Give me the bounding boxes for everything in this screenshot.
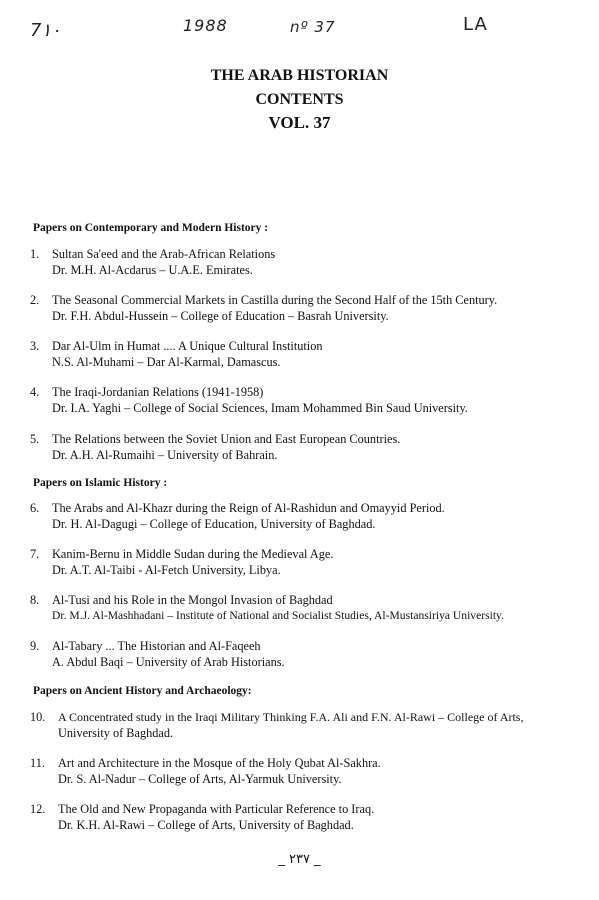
journal-title: THE ARAB HISTORIAN (210, 67, 389, 84)
section-heading: Papers on Ancient History and Archaeology: (33, 685, 252, 697)
item-author: University of Baghdad. (58, 726, 174, 740)
item-number: 11. (30, 756, 45, 770)
item-author: A. Abdul Baqi – University of Arab Historians. (52, 655, 285, 669)
item-author: Dr. K.H. Al-Rawi – College of Arts, University of Baghdad. (58, 818, 354, 832)
item-author: Dr. S. Al-Nadur – College of Arts, Al-Yarmuk University. (58, 772, 342, 786)
item-number: 6. (30, 501, 40, 515)
item-title: The Arabs and Al-Khazr during the Reign of Al-Rashidun and Omayyid Period. (52, 501, 445, 515)
item-title: Al-Tusi and his Role in the Mongol Invasion of Baghdad (52, 593, 333, 607)
item-author: Dr. A.T. Al-Taibi - Al-Fetch University, Libya. (52, 563, 281, 577)
handwritten-note: 7١٠ (30, 20, 61, 41)
item-title: The Relations between the Soviet Union and East European Countries. (52, 432, 401, 446)
handwritten-code: LA (463, 14, 488, 35)
item-number: 12. (30, 802, 46, 816)
item-title: Art and Architecture in the Mosque of the Holy Qubat Al-Sakhra. (58, 756, 381, 770)
item-author: Dr. F.H. Abdul-Hussein – College of Education – Basrah University. (52, 309, 389, 323)
item-number: 5. (30, 432, 40, 446)
item-number: 2. (30, 293, 40, 307)
item-title: Al-Tabary ... The Historian and Al-Faqeeh (52, 639, 261, 653)
item-number: 3. (30, 339, 40, 353)
item-title: Kanim-Bernu in Middle Sudan during the Medieval Age. (52, 547, 334, 561)
volume-label: VOL. 37 (268, 113, 331, 132)
handwritten-year: 1988 (183, 16, 228, 35)
page-number: _ ٢٣٧ _ (278, 852, 321, 867)
item-author: Dr. H. Al-Dagugi – College of Education, University of Baghdad. (52, 517, 376, 531)
item-number: 1. (30, 247, 40, 261)
item-title: The Old and New Propaganda with Particular Reference to Iraq. (58, 802, 375, 816)
item-number: 10. (30, 710, 46, 724)
item-author: Dr. M.J. Al-Mashhadani – Institute of National and Socialist Studies, Al-Mustansiriya University. (52, 609, 505, 622)
item-title: The Seasonal Commercial Markets in Castilla during the Second Half of the 15th Century. (52, 293, 498, 307)
item-number: 8. (30, 593, 40, 607)
item-title: Dar Al-Ulm in Humat .... A Unique Cultural Institution (52, 339, 323, 353)
item-number: 4. (30, 385, 40, 399)
section-heading: Papers on Contemporary and Modern History : (33, 222, 269, 234)
contents-heading: CONTENTS (255, 91, 344, 108)
item-number: 7. (30, 547, 40, 561)
item-author: Dr. A.H. Al-Rumaihi – University of Bahrain. (52, 448, 278, 462)
item-number: 9. (30, 639, 40, 653)
item-author: Dr. M.H. Al-Acdarus – U.A.E. Emirates. (52, 263, 253, 277)
item-author: N.S. Al-Muhami – Dar Al-Karmal, Damascus. (52, 355, 281, 369)
item-title: A Concentrated study in the Iraqi Military Thinking F.A. Ali and F.N. Al-Rawi – College of Arts, (58, 710, 524, 724)
section-heading: Papers on Islamic History : (33, 477, 168, 489)
item-title: The Iraqi-Jordanian Relations (1941-1958) (52, 385, 264, 399)
item-author: Dr. I.A. Yaghi – College of Social Sciences, Imam Mohammed Bin Saud University. (52, 401, 468, 415)
handwritten-issue: nº 37 (290, 18, 336, 36)
item-title: Sultan Sa'eed and the Arab-African Relations (52, 247, 276, 261)
